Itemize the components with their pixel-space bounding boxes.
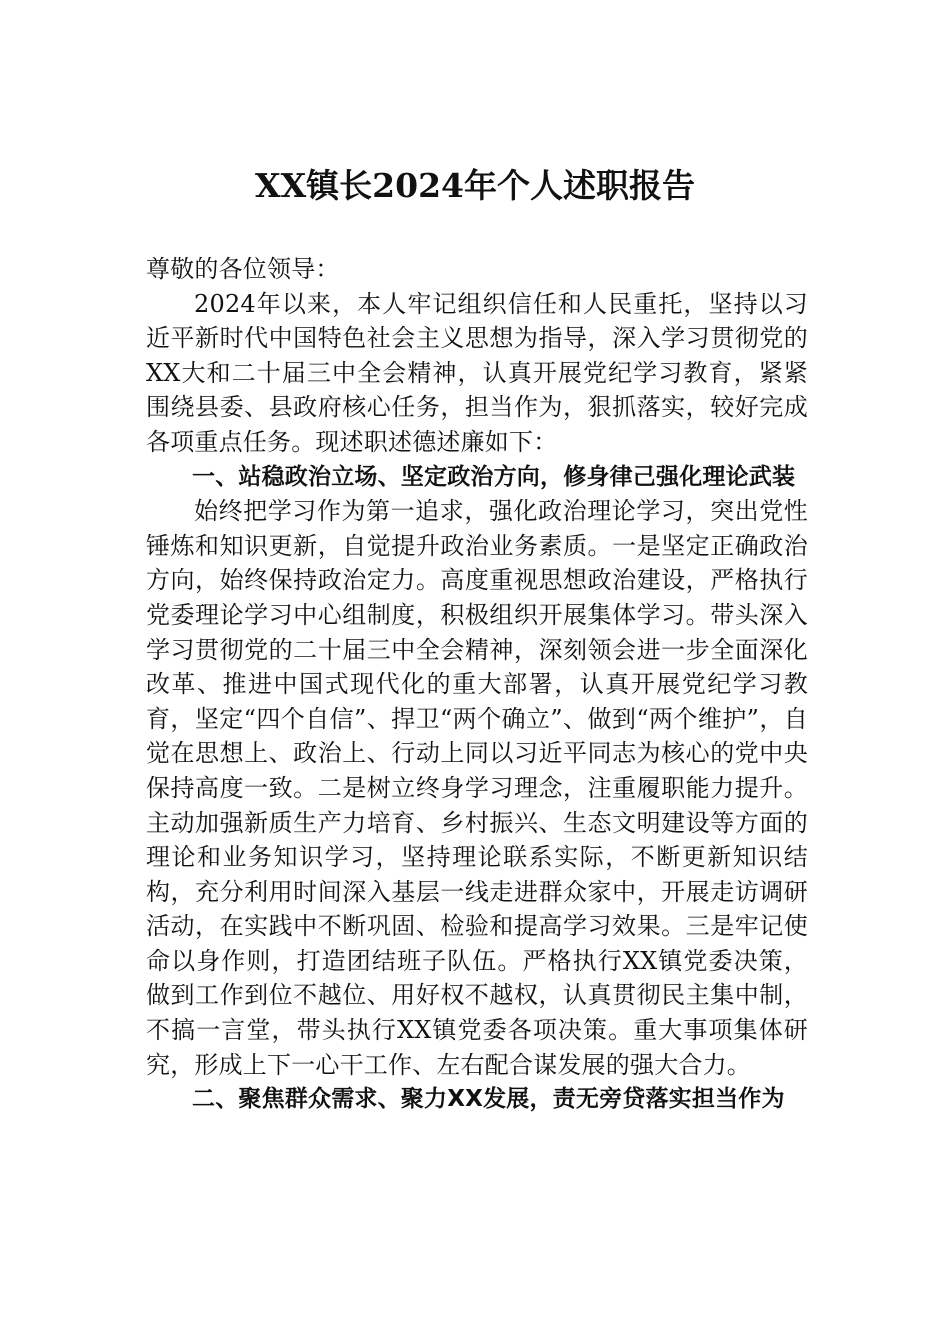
section-2-heading: 二、聚焦群众需求、聚力XX发展，责无旁贷落实担当作为 bbox=[192, 1086, 785, 1113]
salutation: 尊敬的各位领导： bbox=[146, 255, 340, 283]
document-body bbox=[146, 252, 808, 1117]
section-1-heading: 一、站稳政治立场、坚定政治方向，修身律己强化理论武装 bbox=[192, 463, 796, 490]
document-title: XX镇长2024年个人述职报告 bbox=[254, 166, 696, 205]
intro-paragraph: 2024年以来，本人牢记组织信任和人民重托，坚持以习近平新时代中国特色社会主义思想为指导，深入学习贯彻党的XX大和二十届三中全会精神，认真开展党纪学习教育，紧紧围绕县委、县政府核心任务，担当作为，狠抓落实，较好完成各项重点任务。现述职述德述廉如下： bbox=[146, 289, 808, 456]
section-1-paragraph: 始终把学习作为第一追求，强化政治理论学习，突出党性锤炼和知识更新，自觉提升政治业务素质。一是坚定正确政治方向，始终保持政治定力。高度重视思想政治建设，严格执行党委理论学习中心组制度，积极组织开展集体学习。带头深入学习贯彻党的二十届三中全会精神，深刻领会进一步全面深化改革、推进中国式现代化的重大部署，认真开展党纪学习教育，坚定“四个自信”、捍卫“两个确立”、做到“两个维护”，自觉在思想上、政治上、行动上同以习近平同志为核心的党中央保持高度一致。二是树立终身学习理念，注重履职能力提升。主动加强新质生产力培育、乡村振兴、生态文明建设等方面的理论和业务知识学习，坚持理论联系实际，不断更新知识结构，充分利用时间深入基层一线走进群众家中，开展走访调研活动，在实践中不断巩固、检验和提高学习效果。三是牢记使命以身作则，打造团结班子队伍。严格执行XX镇党委决策，做到工作到位不越位、用好权不越权，认真贯彻民主集中制，不搞一言堂，带头执行XX镇党委各项决策。重大事项集体研究，形成上下一心干工作、左右配合谋发展的强大合力。 bbox=[146, 497, 808, 1079]
